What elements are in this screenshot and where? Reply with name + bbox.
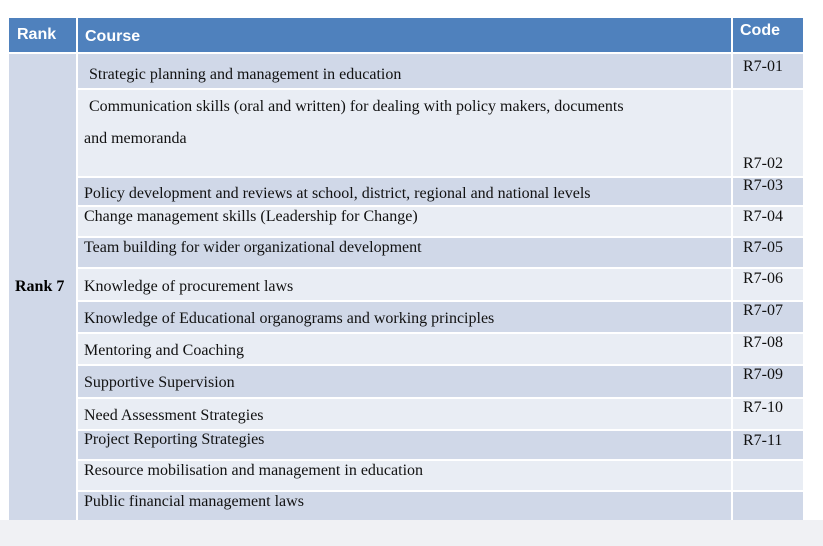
table-row-code: R7-04 [733,207,803,236]
table-row-course: Mentoring and Coaching [78,334,731,364]
rank-cell [9,54,76,520]
table-row-course: Knowledge of procurement laws [78,269,731,300]
table-row-code: R7-10 [733,399,803,429]
table-row-code: R7-07 [733,302,803,332]
table-row-course: Resource mobilisation and management in education [78,461,731,490]
table-row-course: Communication skills (oral and written) for dealing with policy makers, documents and memoranda [78,90,731,176]
header-rank-label: Rank [17,26,57,43]
header-code [733,18,803,52]
table-row-code: R7-11 [733,431,803,459]
table-row-code: R7-05 [733,238,803,267]
header-code-label: Code [740,22,780,39]
table-row-course: Change management skills (Leadership for Change) [78,207,731,236]
header-course [78,18,731,52]
table-row-course: Strategic planning and management in education [78,54,731,88]
table-row-code: R7-02 [733,90,803,176]
table-row-code [733,492,803,520]
table-row-code: R7-06 [733,269,803,300]
table-row-course: Need Assessment Strategies [78,399,731,429]
table-row-course: Supportive Supervision [78,366,731,397]
table-row-course: Project Reporting Strategies [78,431,731,459]
table-row-course: Team building for wider organizational development [78,238,731,267]
table-row-code: R7-08 [733,334,803,364]
table-row-code: R7-09 [733,366,803,397]
table-row-code: R7-01 [733,54,803,88]
table-row-course: Public financial management laws [78,492,731,520]
course-table [9,18,803,520]
table-row-code [733,461,803,490]
table-row-course: Knowledge of Educational organograms and working principles [78,302,731,332]
table-row-code: R7-03 [733,178,803,205]
header-rank [9,18,76,52]
header-course-label: Course [85,28,141,45]
page-footer-strip [0,520,823,546]
table-row-course: Policy development and reviews at school, district, regional and national levels [78,178,731,205]
rank-label: Rank 7 [15,278,65,295]
